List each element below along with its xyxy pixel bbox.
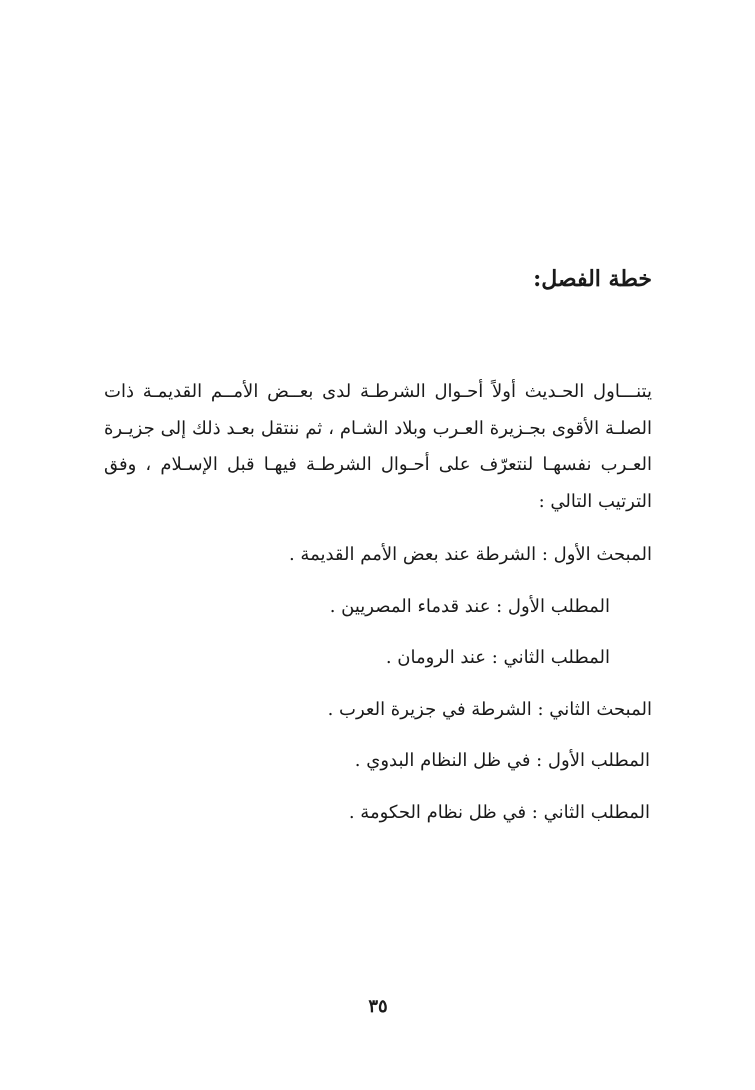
intro-paragraph: يتنـــاول الحـديث أولاً أحـوال الشرطـة لدى بعــض الأمــم القديمـة ذات الصلـة الأقوى بجـزيرة العـرب وبلاد الشـام ، ثم ننتقل بعـد ذلك إلى جزيـرة العـرب نفسهـا لنتعرّف على أحـوال الشرطـة فيهـا قبل الإسـلام ، وفق الترتيب التالي : [104, 381, 652, 512]
plan-subsection-1-1: المطلب الأول : عند قدماء المصريين . [329, 595, 610, 617]
page-number: ٣٥ [368, 996, 388, 1017]
plan-section-1: المبحث الأول : الشرطة عند بعض الأمم القديمة . [288, 544, 652, 565]
plan-subsection-2-1: المطلب الأول : في ظل النظام البدوي . [354, 750, 650, 771]
plan-subsection-1-2: المطلب الثاني : عند الرومان . [385, 647, 610, 668]
chapter-plan-heading: خطة الفصل: [533, 266, 652, 292]
plan-subsection-2-2: المطلب الثاني : في ظل نظام الحكومة . [348, 801, 650, 823]
plan-section-2: المبحث الثاني : الشرطة في جزيرة العرب . [327, 698, 652, 720]
chapter-plan-list [104, 540, 652, 849]
